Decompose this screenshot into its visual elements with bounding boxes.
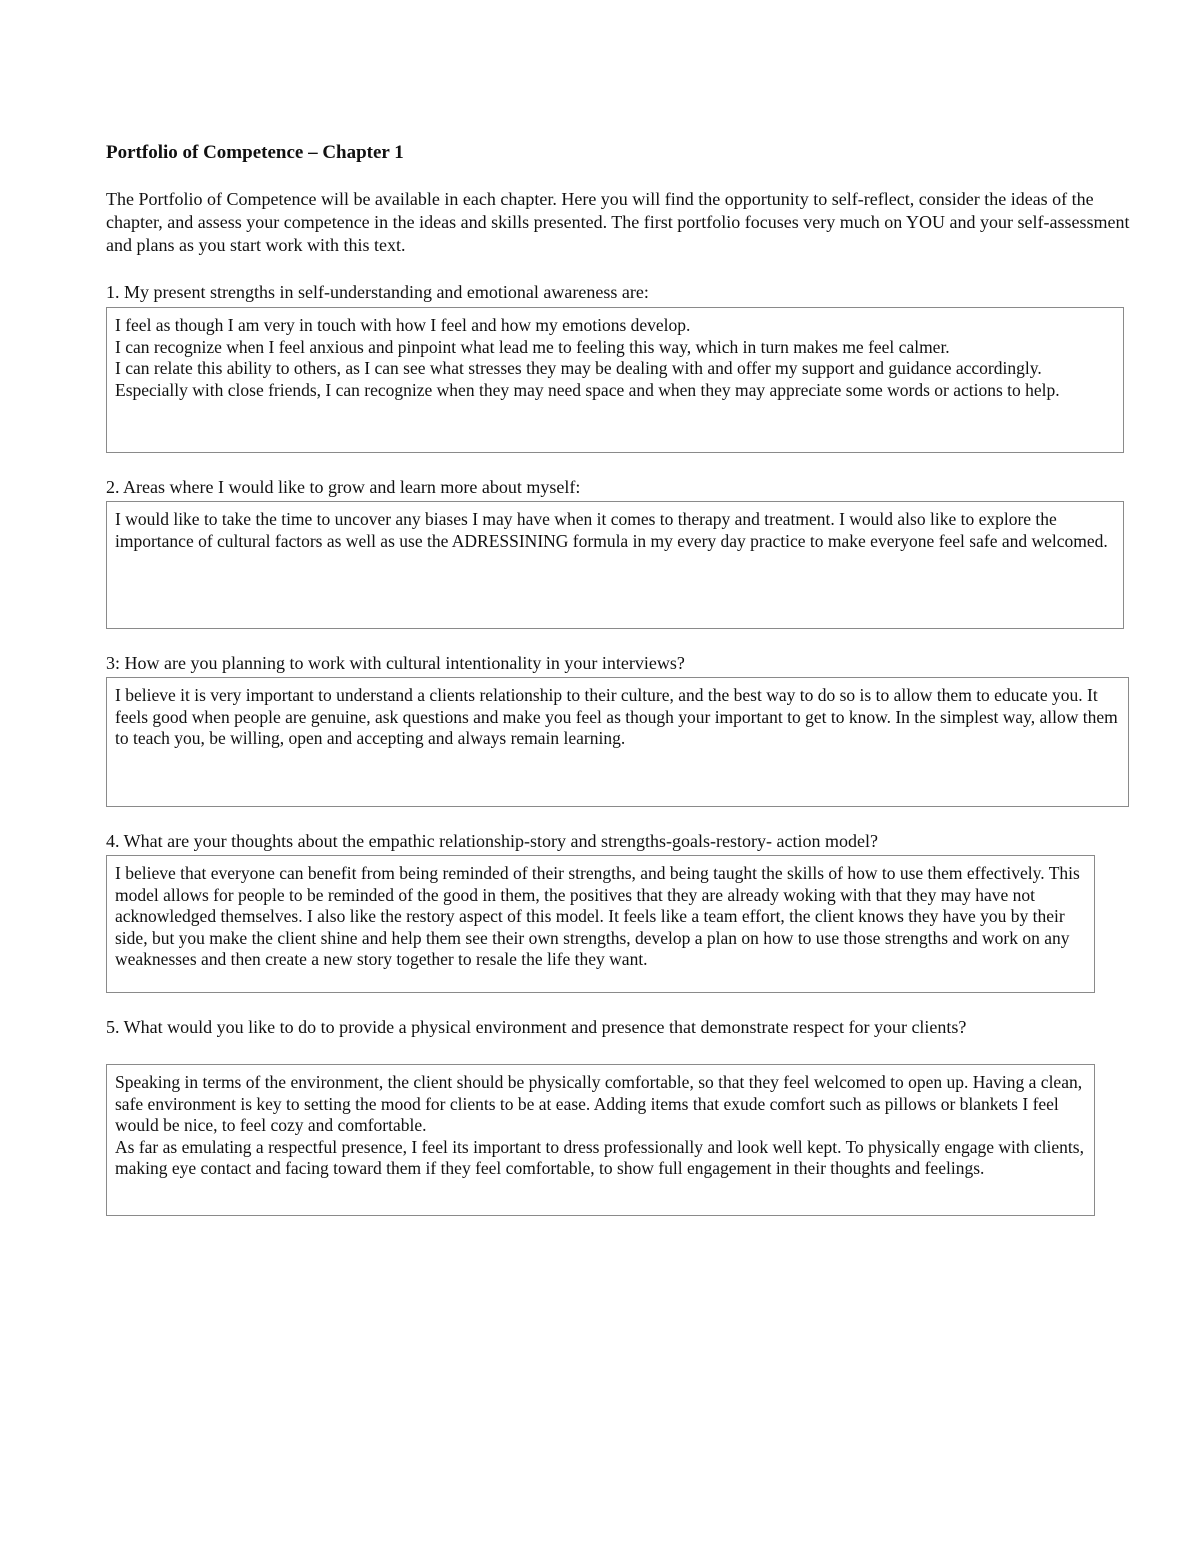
answer-box-5[interactable] <box>106 1064 1095 1216</box>
answer-5-line-2: As far as emulating a respectful presence, I feel its important to dress professionally and look well kept. To physically engage with clients, making eye contact and facing toward them if they feel comfortable, to show full engagement in their thoughts and feelings. <box>115 1136 1084 1178</box>
answer-3-text: I believe it is very important to understand a clients relationship to their culture, and the best way to do so is to allow them to educate you. It feels good when people are genuine, ask questions and make you feel as though your important to get to know. In the simplest way, allow them to teach you, be willing, open and accepting and always remain learning. <box>115 685 1118 748</box>
document-title: Portfolio of Competence – Chapter 1 <box>106 142 404 163</box>
answer-1-line-1: I feel as though I am very in touch with how I feel and how my emotions develop. <box>115 315 691 335</box>
question-4-prompt: 4. What are your thoughts about the empathic relationship-story and strengths-goals-restory- action model? <box>106 831 878 851</box>
question-5-prompt: 5. What would you like to do to provide a physical environment and presence that demonstrate respect for your clients? <box>106 1017 967 1037</box>
answer-box-1[interactable] <box>106 307 1124 453</box>
question-2-prompt: 2. Areas where I would like to grow and learn more about myself: <box>106 477 581 497</box>
question-3-prompt: 3: How are you planning to work with cultural intentionality in your interviews? <box>106 653 685 673</box>
question-1-prompt: 1. My present strengths in self-understanding and emotional awareness are: <box>106 282 649 302</box>
answer-4-text: I believe that everyone can benefit from being reminded of their strengths, and being taught the skills of how to use them effectively. This model allows for people to be reminded of the good in them, the positives that they are already woking with that they may have not acknowledged themselves. I also like the restory aspect of this model. It feels like a team effort, the client knows they have you by their side, but you make the client shine and help them see their own strengths, develop a plan on how to use those strengths and work on any weaknesses and then create a new story together to resale the life they want. <box>115 863 1080 969</box>
intro-paragraph: The Portfolio of Competence will be available in each chapter. Here you will find the opportunity to self-reflect, consider the ideas of the chapter, and assess your competence in the ideas and skills presented. The first portfolio focuses very much on YOU and your self-assessment and plans as you start work with this text. <box>106 189 1130 255</box>
answer-5-line-1: Speaking in terms of the environment, the client should be physically comfortable, so that they feel welcomed to open up. Having a clean, safe environment is key to setting the mood for clients to be at ease. Adding items that exude comfort such as pillows or blankets I feel would be nice, to feel cozy and comfortable. <box>115 1072 1083 1135</box>
answer-1-line-3: I can relate this ability to others, as I can see what stresses they may be dealing with and offer my support and guidance accordingly. <box>115 358 1042 378</box>
answer-box-4[interactable] <box>106 855 1095 993</box>
answer-box-3[interactable] <box>106 677 1129 807</box>
answer-1-line-4: Especially with close friends, I can recognize when they may need space and when they may appreciate some words or actions to help. <box>115 379 1060 400</box>
answer-box-2[interactable] <box>106 501 1124 629</box>
answer-2-text: I would like to take the time to uncover any biases I may have when it comes to therapy and treatment. I would also like to explore the importance of cultural factors as well as use the ADRESSINING formula in my every day practice to make everyone feel safe and welcomed. <box>115 509 1108 551</box>
answer-1-line-2: I can recognize when I feel anxious and pinpoint what lead me to feeling this way, which in turn makes me feel calmer. <box>115 336 950 357</box>
document-page <box>106 140 1130 1178</box>
